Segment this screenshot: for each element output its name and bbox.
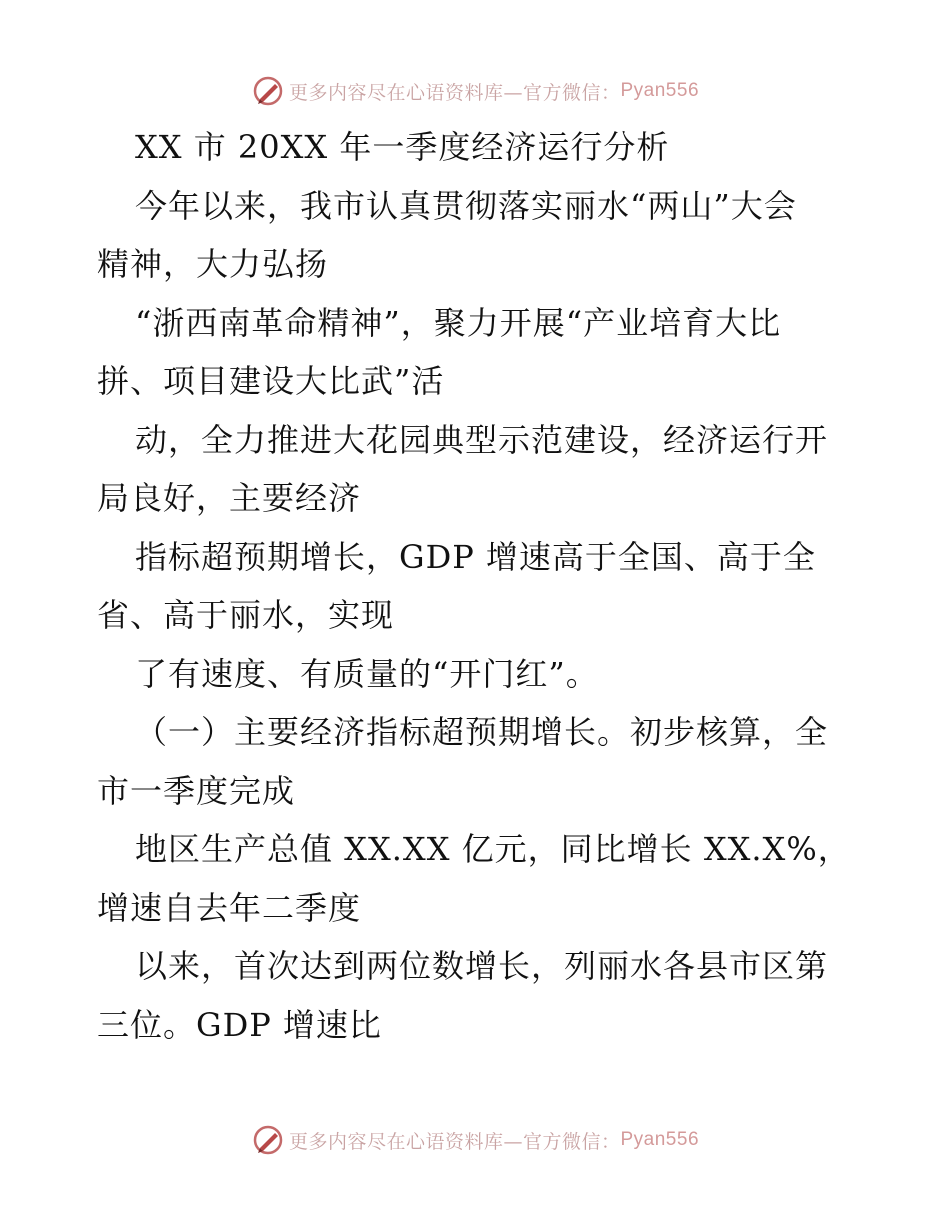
doc-line: 了有速度、有质量的“开门红”。 [135, 654, 599, 693]
doc-title: XX 市 20XX 年一季度经济运行分析 [135, 128, 670, 166]
watermark-text: 更多内容尽在心语资料库—官方微信： [288, 1130, 621, 1153]
doc-line: 动，全力推进大花园典型示范建设，经济运行开 [135, 420, 829, 459]
doc-line: 省、高于丽水，实现 [97, 596, 395, 634]
doc-line: 精神，大力弘扬 [97, 245, 329, 283]
doc-line: 指标超预期增长，GDP 增速高于全国、高于全 [135, 537, 816, 576]
watermark-wechat-id: Pyan556 [620, 1129, 700, 1150]
doc-line: 市一季度完成 [97, 771, 296, 810]
doc-line: 今年以来，我市认真贯彻落实丽水“两山”大会 [135, 186, 797, 225]
doc-line: “浙西南革命精神”，聚力开展“产业培育大比 [135, 303, 782, 342]
header-watermark [0, 74, 950, 108]
watermark-wechat-id: Pyan556 [620, 80, 700, 101]
pen-logo-icon [251, 74, 285, 108]
watermark-text: 更多内容尽在心语资料库—官方微信： [288, 81, 621, 104]
doc-line: 三位。GDP 增速比 [97, 1005, 382, 1044]
footer-watermark [0, 1123, 950, 1157]
doc-line: 以来，首次达到两位数增长，列丽水各县市区第 [135, 947, 829, 985]
document-body [97, 118, 857, 1054]
pen-logo-icon [251, 1123, 285, 1157]
doc-line: 增速自去年二季度 [97, 888, 362, 927]
doc-line: 地区生产总值 XX.XX 亿元，同比增长 XX.X%， [135, 830, 851, 868]
doc-line: 局良好，主要经济 [97, 479, 362, 517]
doc-line: 拼、项目建设大比武”活 [97, 362, 445, 400]
doc-line: （一）主要经济指标超预期增长。初步核算，全 [135, 713, 829, 751]
